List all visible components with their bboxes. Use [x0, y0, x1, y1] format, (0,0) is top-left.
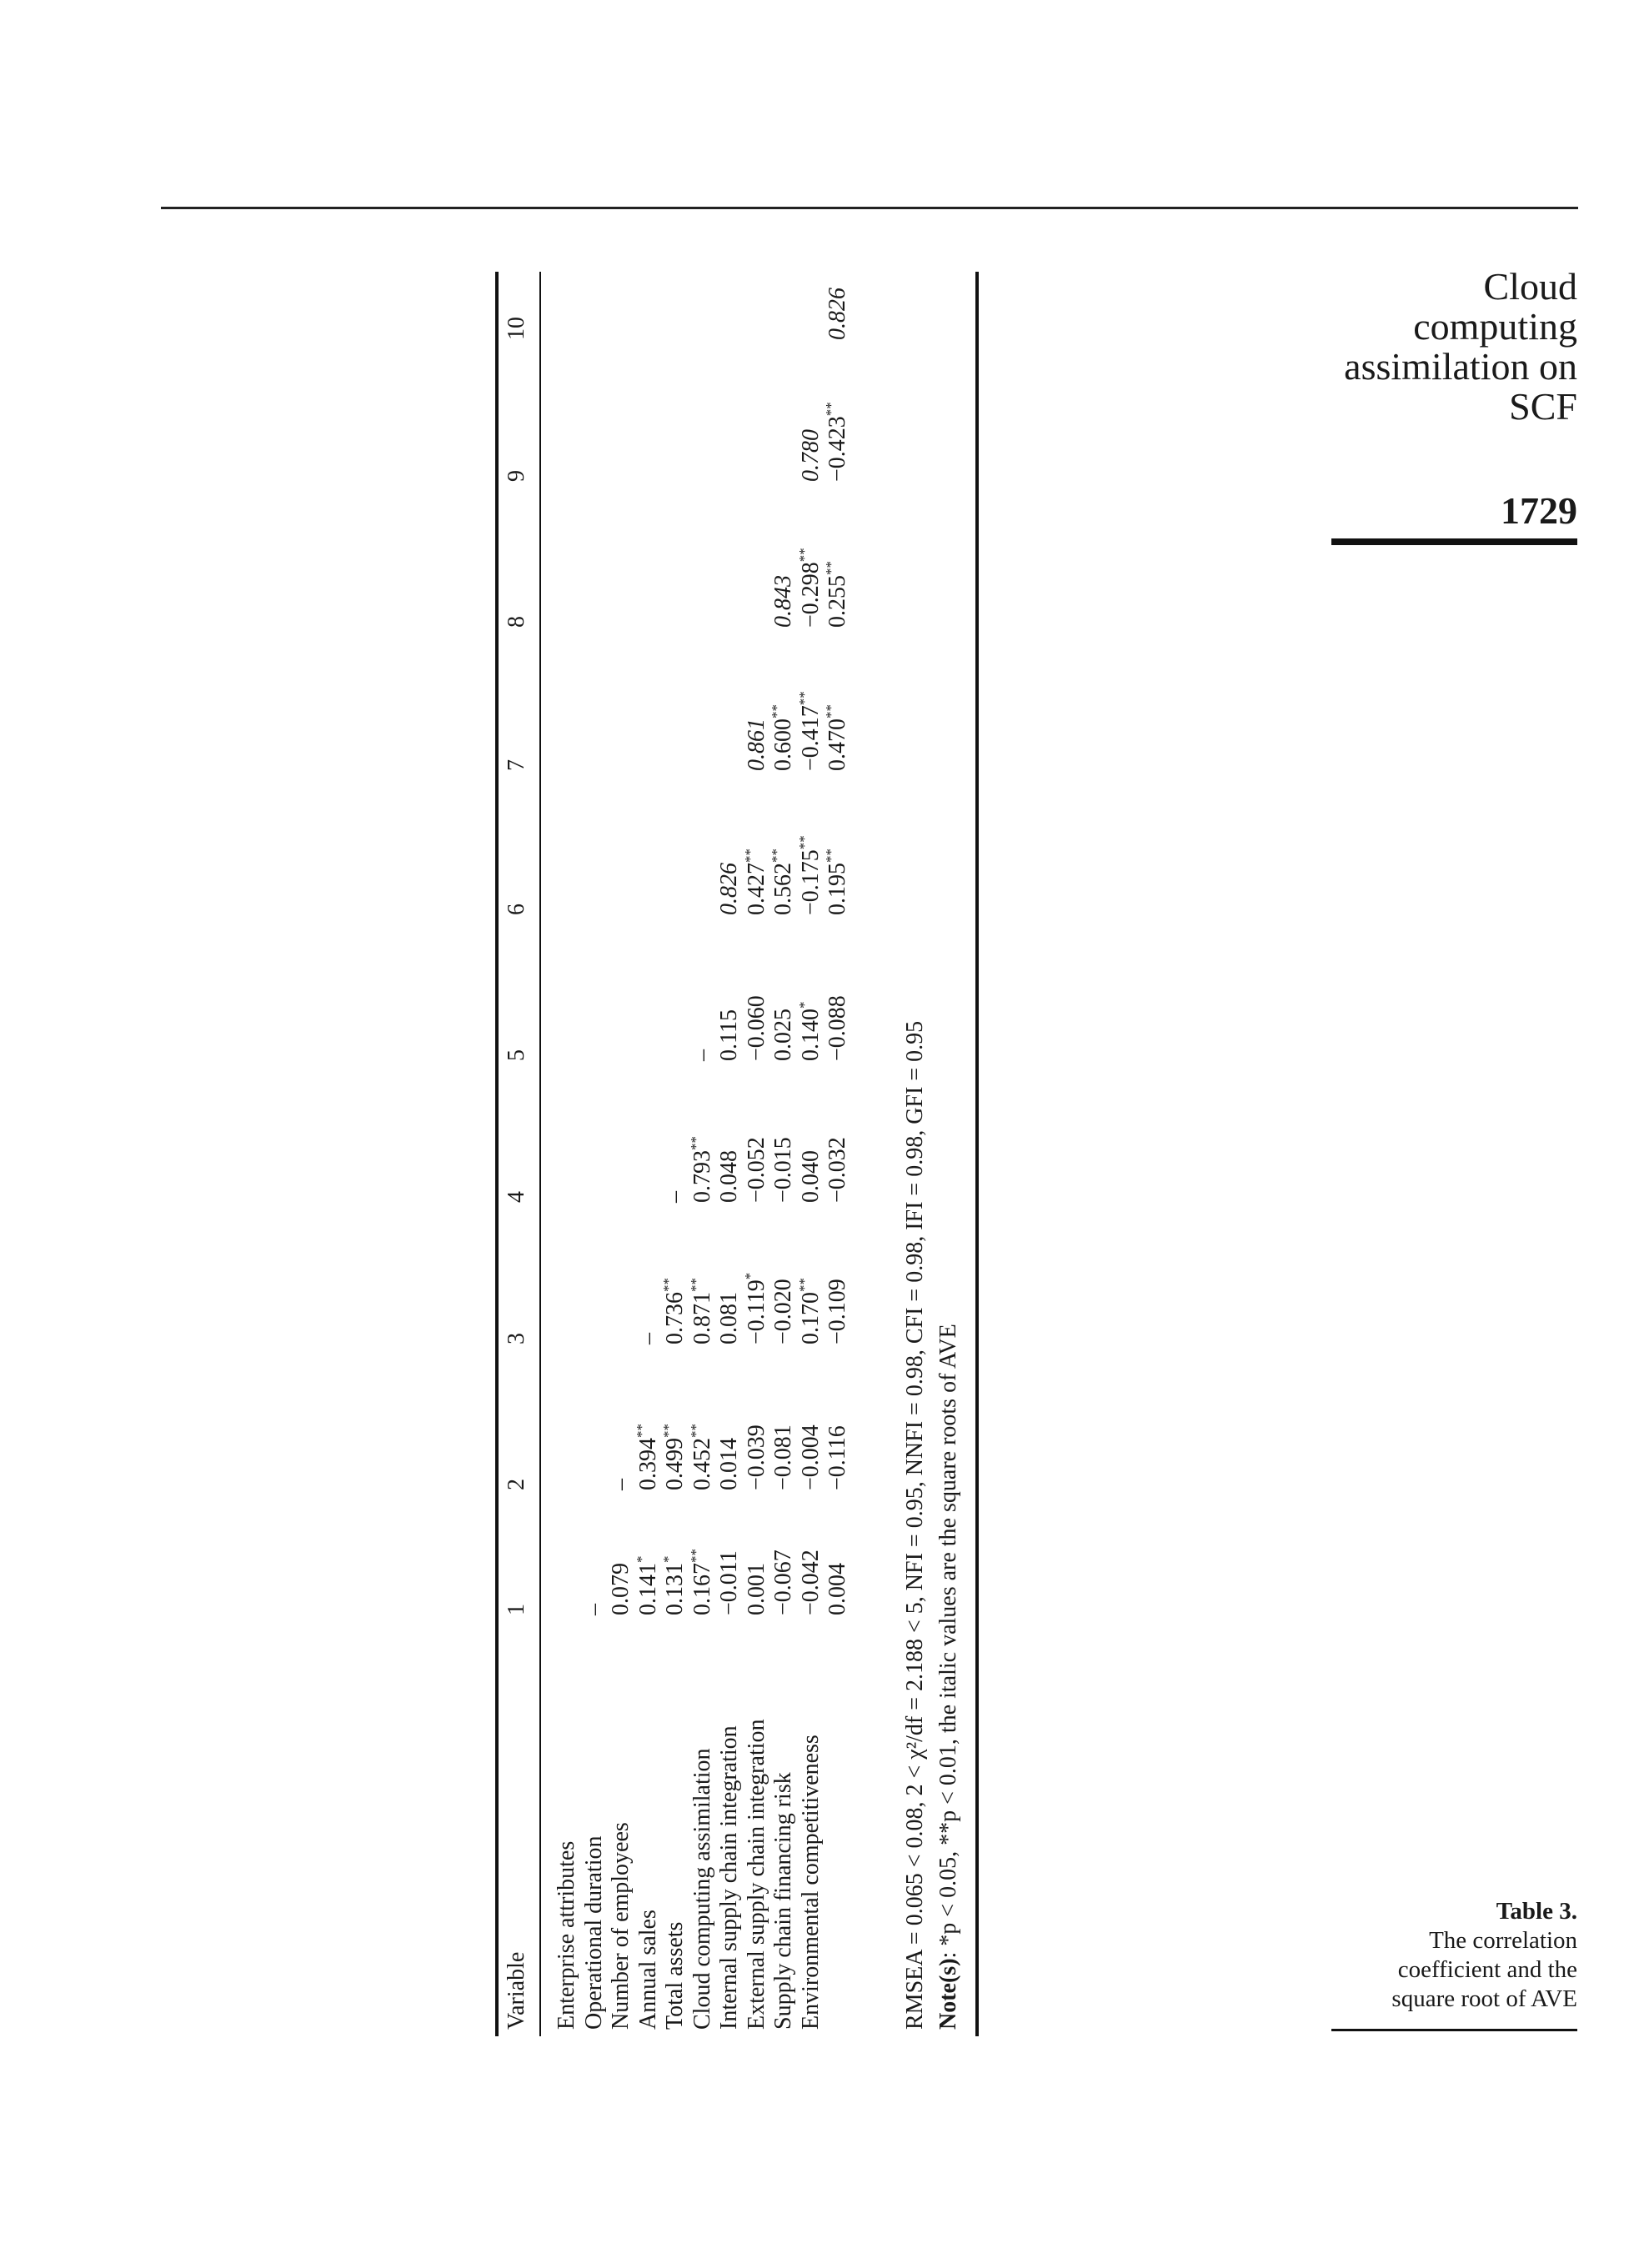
table-cell: – — [662, 1191, 688, 1203]
row-label: Internal supply chain integration — [716, 1725, 742, 2030]
table-cell: −0.039 — [743, 1424, 769, 1490]
table-cell: 0.141* — [633, 1555, 661, 1615]
table-cell: 0.861 — [743, 718, 769, 771]
table-cell: −0.015 — [770, 1137, 796, 1203]
caption-line: The correlation — [1429, 1927, 1577, 1954]
table-cell: 0.131* — [660, 1555, 688, 1615]
caption-line: square root of AVE — [1391, 1985, 1577, 2012]
table-note — [934, 1324, 964, 2030]
table-cell: 0.167** — [687, 1549, 715, 1615]
fit-indices: RMSEA = 0.065 < 0.08, 2 < χ²/df = 2.188 < 5, NFI = 0.95, NNFI = 0.98, CFI = 0.98, IFI = 0.98, GFI = 0.95 — [902, 1020, 928, 2030]
table-cell: 0.826 — [825, 288, 850, 340]
row-label: Cloud computing assimilation — [689, 1748, 715, 2030]
row-label: Annual sales — [634, 1910, 661, 2030]
column-header-10: 10 — [504, 317, 529, 340]
table-cell: 0.081 — [716, 1292, 742, 1344]
table-cell: – — [689, 1049, 715, 1061]
row-label: Environmental competitiveness — [797, 1735, 824, 2030]
table-cell: 0.079 — [608, 1563, 634, 1615]
table-cell: −0.417** — [795, 691, 824, 771]
table-cell: 0.014 — [716, 1438, 742, 1490]
table-cell: 0.001 — [743, 1563, 769, 1615]
table-caption — [1302, 1897, 1577, 2014]
table-cell: 0.793** — [687, 1136, 715, 1203]
running-title-line: Cloud — [1483, 265, 1577, 308]
running-title-line: SCF — [1509, 385, 1577, 428]
column-header-variable: Variable — [504, 1951, 529, 2030]
column-header-9: 9 — [504, 470, 529, 482]
column-header-6: 6 — [504, 904, 529, 915]
row-label: Supply chain financing risk — [770, 1772, 796, 2030]
correlation-table — [495, 272, 979, 2036]
table-cell: 0.736** — [660, 1278, 688, 1344]
row-label: External supply chain integration — [743, 1719, 769, 2030]
caption-rule — [1331, 2029, 1577, 2031]
table-cell: 0.040 — [797, 1150, 824, 1203]
row-label: Operational duration — [580, 1835, 607, 2030]
table-cell: −0.423** — [823, 402, 850, 482]
running-title — [1277, 267, 1577, 427]
table-cell: −0.042 — [797, 1550, 824, 1615]
row-label: Enterprise attributes — [554, 1840, 579, 2030]
caption-line: coefficient and the — [1397, 1956, 1577, 1983]
table-cell: −0.004 — [797, 1424, 824, 1490]
column-header-4: 4 — [504, 1191, 529, 1203]
table-cell: 0.452** — [687, 1424, 715, 1490]
table-cell: 0.499** — [660, 1424, 688, 1490]
table-cell: 0.427** — [741, 849, 769, 915]
table-cell: 0.025 — [770, 1009, 796, 1061]
table-cell: 0.048 — [716, 1150, 742, 1203]
table-cell: 0.470** — [823, 704, 850, 771]
table-cell: – — [608, 1479, 634, 1490]
table-cell: −0.119* — [741, 1272, 769, 1344]
page-number-rule — [1331, 538, 1577, 545]
table-cell: −0.020 — [770, 1279, 796, 1344]
table-cell: 0.562** — [769, 849, 796, 915]
note-text: : *p < 0.05, **p < 0.01, the italic values are the square roots of AVE — [935, 1324, 961, 1959]
table-cell: 0.140* — [795, 1001, 824, 1061]
column-header-3: 3 — [504, 1333, 529, 1344]
running-title-line: assimilation on — [1344, 345, 1577, 388]
table-cell: 0.004 — [825, 1563, 850, 1615]
column-header-1: 1 — [504, 1604, 529, 1615]
column-header-8: 8 — [504, 616, 529, 628]
running-title-line: computing — [1413, 305, 1577, 348]
row-label: Number of employees — [608, 1822, 634, 2030]
table-cell: 0.170** — [795, 1278, 824, 1344]
table-cell: 0.780 — [797, 429, 824, 482]
caption-label: Table 3. — [1496, 1898, 1577, 1925]
table-cell: 0.843 — [770, 575, 796, 628]
table-cell: – — [634, 1333, 661, 1344]
table-cell: −0.116 — [825, 1425, 850, 1490]
table-cell: −0.067 — [770, 1550, 796, 1615]
table-rotated-body — [495, 272, 979, 2036]
table-cell: – — [580, 1604, 607, 1615]
table-cell: 0.195** — [823, 849, 850, 915]
table-cell: −0.032 — [825, 1137, 850, 1203]
table-cell: 0.600** — [769, 704, 796, 771]
page-number: 1729 — [1501, 489, 1577, 532]
row-label: Total assets — [662, 1921, 688, 2030]
table-cell: −0.081 — [770, 1424, 796, 1490]
table-cell: −0.298** — [795, 548, 824, 628]
table-cell: −0.109 — [825, 1279, 850, 1344]
column-header-7: 7 — [504, 759, 529, 771]
table-cell: 0.255** — [823, 561, 850, 628]
table-top-rule — [495, 272, 499, 2036]
column-header-5: 5 — [504, 1049, 529, 1061]
table-cell: 0.871** — [687, 1278, 715, 1344]
table-cell: −0.052 — [743, 1137, 769, 1203]
note-label: Note(s) — [935, 1958, 961, 2030]
table-cell: 0.826 — [716, 863, 742, 915]
table-header-rule — [539, 272, 541, 2036]
table-cell: −0.011 — [716, 1550, 742, 1615]
column-header-2: 2 — [504, 1479, 529, 1490]
top-page-rule — [161, 207, 1578, 209]
table-cell: 0.115 — [716, 1009, 742, 1061]
table-cell: −0.175** — [795, 835, 824, 915]
table-bottom-rule — [975, 272, 979, 2036]
table-cell: −0.088 — [825, 995, 850, 1061]
table-cell: 0.394** — [633, 1424, 661, 1490]
table-cell: −0.060 — [743, 995, 769, 1061]
